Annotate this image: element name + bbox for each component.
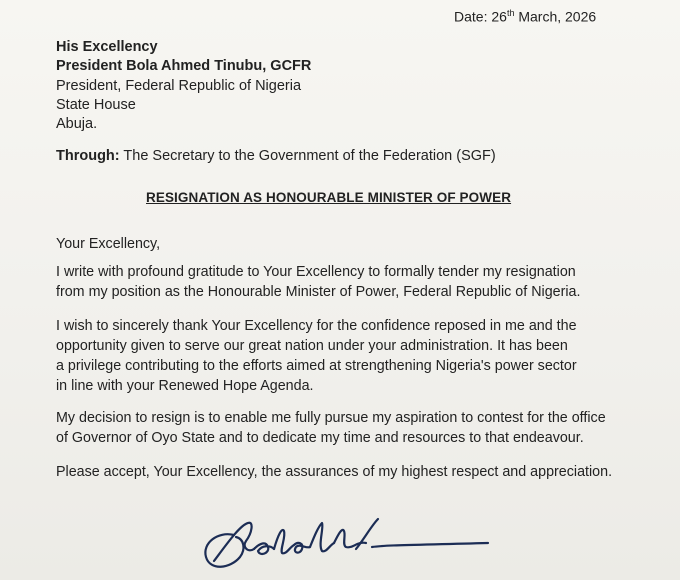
date-label: Date: 26 (454, 8, 507, 25)
body-paragraph-1 (56, 262, 666, 302)
letter-subject: RESIGNATION AS HONOURABLE MINISTER OF POWER (146, 190, 512, 205)
paragraph-line: I wish to sincerely thank Your Excellency for the confidence reposed in me and the (56, 318, 577, 334)
through-text: The Secretary to the Government of the Federation (SGF) (119, 148, 496, 164)
date-month-year: March, 2026 (514, 8, 597, 25)
through-line (56, 148, 496, 164)
recipient-address-line-2: Abuja. (56, 116, 98, 133)
paragraph-line: a privilege contributing to the efforts aimed at strengthening Nigeria's power sector (56, 358, 577, 374)
recipient-name: President Bola Ahmed Tinubu, GCFR (56, 58, 312, 75)
paragraph-line: I write with profound gratitude to Your Excellency to formally tender my resignation (56, 264, 576, 280)
paragraph-line: opportunity given to serve our great nation under your administration. It has been (56, 338, 568, 354)
closing-line: Please accept, Your Excellency, the assurances of my highest respect and appreciation. (56, 464, 613, 480)
date-ordinal-suffix: th (506, 8, 515, 18)
paragraph-line: of Governor of Oyo State and to dedicate my time and resources to that endeavour. (56, 430, 584, 446)
recipient-address-block (56, 38, 311, 134)
paragraph-line: in line with your Renewed Hope Agenda. (56, 378, 314, 394)
recipient-title: His Excellency (56, 39, 158, 55)
body-paragraph-2 (56, 316, 666, 396)
body-paragraph-3 (56, 408, 666, 448)
recipient-address-line-1: State House (56, 96, 136, 113)
signature-icon (196, 505, 496, 580)
recipient-office: President, Federal Republic of Nigeria (56, 77, 302, 94)
letter-date (454, 8, 596, 25)
paragraph-line: My decision to resign is to enable me fully pursue my aspiration to contest for the office (56, 410, 606, 426)
paragraph-line: from my position as the Honourable Minister of Power, Federal Republic of Nigeria. (56, 284, 581, 300)
through-label: Through: (56, 148, 120, 164)
letter-greeting: Your Excellency, (56, 236, 161, 252)
